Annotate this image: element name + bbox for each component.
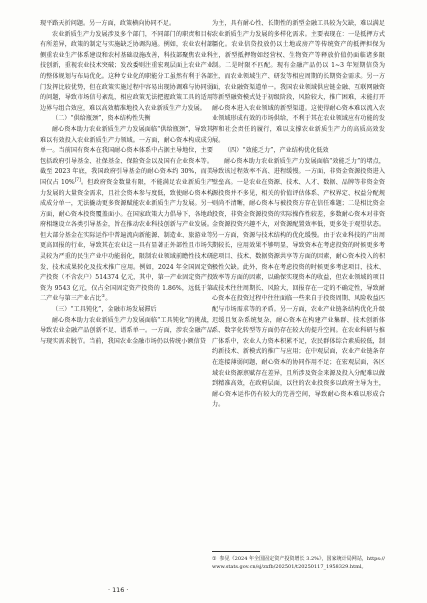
section-heading-efficiency: （四）“效能乏力”，产业结构优化低效 bbox=[224, 147, 329, 155]
section-heading-supply-bottleneck: （二）“供给瓶颈”，资本结构性失衡 bbox=[52, 115, 151, 123]
paragraph-policy-coordination: 农业新质生产力发展涉及多个部门，不同部门的职责和目标有所差异，政策的制定与实施缺乏协调沟通。例如，农业农村部侧重农业生产体系建设和农村基础设施改善，科技部聚焦农业科技创新，重视农业技术突破；发改委则注重宏观层面上农业产业的整体规划与布局优化。这种专业化的职能分工虽然有利于各部门发挥比较优势，但在政策实施过程中容易出现协调难与协同弱的问题，导致市场信号紊乱，相应政策无法把握政策工具的适用边界与组合效应，难以高效精准地投入农业新质生产力发展。 bbox=[40, 30, 213, 112]
paragraph-text: 。 bbox=[105, 295, 112, 303]
paragraph-text: 耐心资本助力农业新质生产力发展面临“供给瓶颈”，导致其难以有效投入农业新质生产力领域。一方面，耐心资本构成成分单一。当前国有资本在我国耐心资本体系中占据主导地位，主要包括政府引导基金、社保基金、保险资金以及国有企业资本等。截至 2023 年底，我国政府引导基金的耐心资本约 30%，而美国仅占 10% bbox=[40, 125, 213, 186]
right-column bbox=[212, 19, 385, 411]
paragraph-continuation: 现平路天折问题。另一方面，政策横向协同不足。 bbox=[40, 20, 176, 27]
paragraph-tool-dulling: 耐心资本助力农业新质生产力发展面临“工具钝化”的挑战，导致农业金融产品创新不足、谱系单一。一方面，涉农金融产品与现实需求脱节。当前，我国农业金融市场仍以传统小额信贷 bbox=[40, 316, 213, 345]
citation-marker: [7] bbox=[74, 176, 81, 182]
paragraph-continuation: 为主，具有耐心性、长期性的新型金融工具较为欠缺，难以满足农业新质生产力发展的多样化需求。主要表现在：一是抵押方式僵化。农业信贷投放仍以土地或房产等传统资产的抵押担保为主，新型抵押物如经营权、生物资产等释放价值仍面临诸多限制。二是时限不匹配。现有金融产品仍以 1~3 年短期信贷为主，而农业领域生产、研发等相应周期的长期资金需求。另一方面，农业融资渠道单一。我国农业领域供应链金融、互联网融资等新型融资模式处于初级阶段，风险较大，推广困难，未能打开耐心资本进入农业领域的新型渠道。这使得耐心资本难以流入农业领域形成有效的市场供给，不利于其在农业领域应有功能的发挥和社会责任的履行，难以支撑农业新质生产力的高质高效发展。 bbox=[212, 20, 385, 144]
paragraph-supply-bottleneck bbox=[40, 125, 213, 305]
footnote-divider bbox=[212, 551, 260, 552]
paragraph-text: 。但政府资金数量有限，不能满足农业新质生产力发展的大量资金需求，且社会资本参与度低，致使耐心资本构成成分单一，无法撬动更多资源赋能农业新质生产力发展。另一方面，耐心资本投资覆盖面小。在国家政策大力倡导下，各地政府相继设立各类引导基金，旨在推动农业科技创新与产业发展。但大部分基金在实际运作中普遍流向新能源、制造业、旅游业等更高回报的行业，导致其在农业这一具有显著正外部性且市场失灵较为严重的民生产业中功能弱化，限制农业领域前瞻性技术研发、技术成果转化及技术推广应用。例如，2024 年全国固定资产投资（不含农户）514374 亿元，其中，第一产业固定资产投资为 9543 亿元，仅占全国固定资产投资的 1.86%，远低于第二产业与第三产业占比 bbox=[40, 178, 213, 303]
paragraph-efficiency: 耐心资本助力农业新质生产力发展面临“效能乏力”的堵点，导致该过程效率不高、进程缓慢。一方面，非资金资源投资进入壁垒高。一是农业在资源、技术、人才、数据、品牌等非资金资源投资并不多见，相关的价值评估体系、产权界定、权益分配规则尚不清晰，耐心资本与被投资方存在信任难题；二是相比资金投资，非资金资源投资的实际操作性较差，多数耐心资本对非资金资源投资兴趣不大，对资源配置效率低，更多处于观望状态。另一方面，资源与技术结构的优化缓慢。由于农业科技的产出周期较长，应用效果不够明显，导致资本在考虑投资的时候更多考虑项目、技术、数据资源共享等方面的因素，耐心资本投入的积极性欠缺。此外，资本在考虑投资的时候更多考虑项目、技术、效率等方面的因素，以确保实现资本的收益，但农业领域的项目或技术往往周期长、风险大，回报存在一定的不确定性，导致耐心资本在投资过程中往往面临一些来自于投资周期、风险收益匹配与市场需求等的矛盾。另一方面，农业产业链条结构优化升级迟缓且复杂系统复杂，耐心资本在构建产业集群、技术创新体系、数字化转型等方面仍存在较大的提升空间。在农业科研与推广体系中，农业人力资本积累不足，农民群体综合素质较低，制约新技术、新模式的推广与应用；在中观层面，农业产业链条存在连接薄弱问题，耐心资本的协同作用不足；在宏观层面，各区域农业资源禀赋存在差异，且所涉及资金来源及投入分配难以做到精准高效，在政府层面，以往的农业投资多以政府主导为主，耐心资本运作仍有较大的完善空间，导致耐心资本难以形成合力。 bbox=[212, 157, 385, 409]
footnote-text: 参见《2024 年全国固定资产投资增长 3.2%》，国家统计局网站，https://www.stats.gov.cn/sj/zxfb/202501/t20250117_1958329.html。 bbox=[212, 556, 385, 571]
footnote-mark: ① bbox=[212, 556, 217, 562]
footnote-marker: ① bbox=[101, 293, 106, 299]
section-heading-tool-dulling: （三）“工具钝化”，金融市场发展滞后 bbox=[52, 306, 157, 314]
page-number: · 116 · bbox=[108, 586, 129, 594]
footnote bbox=[212, 555, 385, 571]
left-column bbox=[40, 19, 213, 347]
